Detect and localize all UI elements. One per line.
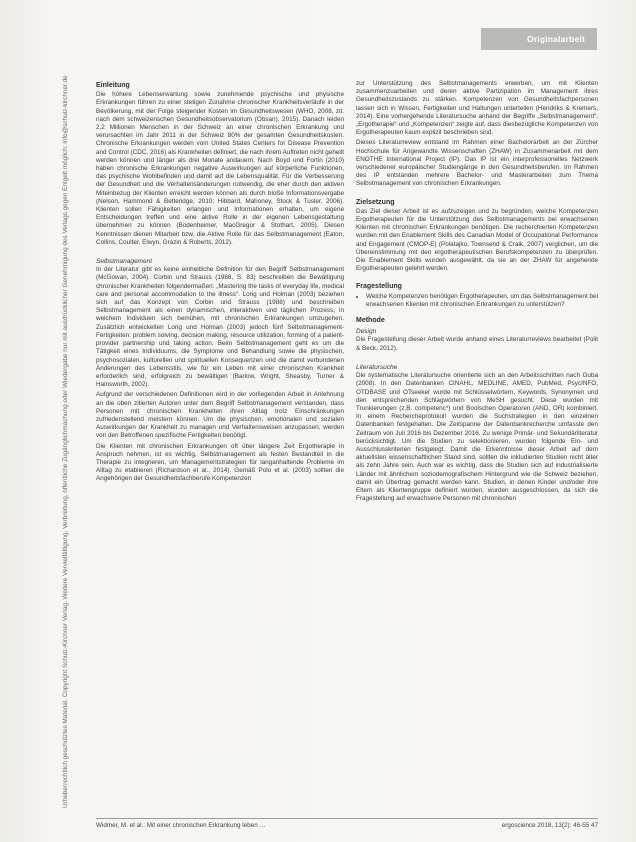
subsection-heading-design: Design bbox=[356, 328, 377, 336]
subsection-heading-selbstmanagement: Selbstmanagement bbox=[96, 258, 153, 266]
paragraph: Die Fragestellung dieser Arbeit wurde anhand eines Literaturreviews bearbeitet (Polit & Beck, 2012). bbox=[356, 336, 598, 352]
paragraph: Die höhere Lebenserwartung sowie zunehmende psychische und physische Erkrankungen führen zu einer stetigen Zunahme chronischer Krankheitsverläufe in der Bevölkerung, mit der Folge steigender Kosten im Gesundheitswesen (WHO, 2008, zit. nach dem schweizerischen Gesundheitsobservatorium (Obsan), 2015). Danach leiden 2,2 Millionen Menschen in der Schweiz an einer chronischen Erkrankung und verursachten im Jahr 2011 in der Schweiz 80% der gesamten Gesundheitskosten. Chronische Erkrankungen werden vom United States Centers for Disease Prevention and Control (CDC, 2016) als Krankheiten definiert, die nach ihrem Auftreten nicht geheilt werden können und länger als drei Monate andauern. Nach Boyd und Fortin (2010) haben chronische Erkrankungen negative Auswirkungen auf körperliche Funktionen, das psychische Wohlbefinden und damit auf die Lebensqualität. Für die Verbesserung der Gesundheit und die Verhaltensänderungen notwendig, die eher durch den aktiven Miteinbezug der Klienten erreicht werden können als durch bloße Informationsvergabe (Nelson, Hammond & Betteridge, 2010; Hibbard, Mahoney, Stock & Tusler, 2006). Klienten sollen Fähigkeiten erlangen und Informationen erhalten, um eigene Entscheidungen treffen und eine aktive Rolle in der eigenen Lebensgestaltung übernehmen zu können (Bodenheimer, MacGregor & Stothart, 2005). Diesen Kenntnissen dienen Mitarbeit bzw. die Aktive Rolle für das Selbstmanagement (Eaton, Collins, Coulter, Elwyn, Grazin & Roberts, 2012). bbox=[96, 91, 344, 246]
question-list bbox=[356, 293, 598, 309]
paragraph: Das Ziel dieser Arbeit ist es aufzuzeigen und zu begründen, welche Kompetenzen Ergotherapeuten für die Unterstützung des Selbstmanagements bei erwachsenen Klienten mit chronischen Erkrankungen benötigen. Die recherchierten Kompetenzen wurden mit den Enablement Skills des Canadian Model of Occupational Performance and Engagement (CMOP-E) (Polatajko, Townsend & Craik, 2007) verglichen, um die Übereinstimmung mit den ergotherapeutischen Berufskompetenzen zu überprüfen. Die Enablement Skills wurden ausgewählt, da sie an der ZHAW für angehende Ergotherapeuten gelehrt werden. bbox=[356, 207, 598, 273]
paragraph: In der Literatur gibt es keine einheitliche Definition für den Begriff Selbstmanagement (McGowan, 2004). Corbin und Strauss (1988, S. 83) beschreiben die Bewältigung chronischer Krankheiten folgendermaßen: „Mastering the tasks of everyday life, medical care and personal accommodation to the illness“. Lorig und Holman (2003) beziehen sich auf das Konzept von Corbin und Strauss (1988) und beschreiben Selbstmanagement als einen dynamischen, interaktiven und täglichen Prozess, in welchem Individuen sich bemühen, mit chronischen Erkrankungen umzugehen. Zusätzlich entwickelten Lorig und Holman (2003) jedoch fünf Selbstmanagement-Fertigkeiten: problem solving, decision making, resource utilization, forming of a patient-provider partnership und taking action. Beim Selbstmanagement geht es um die Tätigkeit eines Individuums, die Symptome und Behandlung sowie die physischen, psychosozialen, kulturellen und spirituellen Konsequenzen und die damit verbundenen Änderungen des Lebensstils, wie für ein Leben mit einer chronischen Krankheit erforderlich sind, erfolgreich zu bewältigen (Barlow, Wright, Sheasby, Turner & Hainsworth, 2002). bbox=[96, 266, 344, 389]
paragraph: Aufgrund der verschiedenen Definitionen wird in der vorliegenden Arbeit in Anlehnung an die oben zitierten Autoren unter dem Begriff Selbstmanagement verstanden, dass Personen mit chronischen Krankheiten ihren Alltag trotz Einschränkungen zufriedenstellend meistern können. Um die physischen, emotionalen und sozialen Auswirkungen der Krankheit zu managen und Verhaltensweisen anzupassen, werden von den Betroffenen spezifische Fertigkeiten benötigt. bbox=[96, 391, 344, 440]
section-heading-methode: Methode bbox=[356, 317, 385, 325]
paragraph: Die Klienten mit chronischen Erkrankungen oft über längere Zeit Ergotherapie in Anspruch nehmen, ist es wichtig, Selbstmanagement als festen Bestandteil in die Therapie zu integrieren, um Managementstrategien für langanhaltende Probleme im Alltag zu etablieren (Richardson et al., 2014). Gemäß Polo et al. (2003) sollten die Angehörigen der Gesundheitsfachberufe Kompetenzen bbox=[96, 442, 344, 483]
left-column bbox=[96, 80, 344, 486]
copyright-side-note: Urheberrechtlich geschütztes Material. Copyright Schulz-Kirchner Verlag. Weitere Vervielfältigung, Verbreitung, öffentliche Zugänglichmachung oder Wiedergabe nur mit ausdrücklicher Genehmigung des Verlags gegen Entgelt möglich: info@schulz-kirchner.de bbox=[62, 75, 69, 808]
section-heading-einleitung: Einleitung bbox=[96, 82, 130, 89]
section-heading-fragestellung: Fragestellung bbox=[356, 283, 402, 291]
subsection-heading-literatursuche: Literatursuche bbox=[356, 363, 398, 371]
paragraph: Dieses Literaturreview entstand im Rahmen einer Bachelorarbeit an der Zürcher Hochschule für Angewandte Wissenschaften (ZHAW) in Zusammenarbeit mit dem ENOTHE International Project (IP). Das IP ist ein interprofessionelles Netzwerk verschiedener europäischer Studiengänge in den Gesundheitsberufen. Im Rahmen des IP entstanden mehrere Bachelor- und Masterarbeiten zum Thema Selbstmanagement von chronischen Erkrankungen. bbox=[356, 139, 598, 188]
article-type-tag: Originalarbeit bbox=[481, 28, 597, 50]
paragraph: Die systematische Literatursuche orientierte sich an den Arbeitsschritten nach Guba (2008). In den Datenbanken CINAHL, MEDLINE, AMED, PubMed, PsycINFO, OTDBASE und OTseeker wurde mit Schlüsselwörtern, Keywords, Synonymen und den entsprechenden Schlagwörtern von MeSH gesucht. Diese wurden mit Trunkierungen (z.B. competenc*) und Boolschen Operatoren (AND, OR) kombiniert. In einem Rechercheprotokoll wurden die Suchstrategien in den einzelnen Datenbanken festgehalten. Die Zeitspanne der Datenbankrecherche umfasste den Zeitraum von Juli 2016 bis Dezember 2016. Zu wenige Primär- und Sekundärliteratur berücksichtigt. Um die Studien zu selektionieren, wurden folgende Ein- und Ausschlusskriterien festgelegt. Damit die Erkenntnisse dieser Arbeit auf dem aktuellsten wissenschaftlichen Stand sind, sollten die inkludierten Studien nicht älter als zehn Jahre sein. Auch war es wichtig, dass die Studien sich auf industrialisierte Länder mit ähnlichem soziodemografischem Hintergrund wie die Schweiz beziehen, damit ein Übertrag gemacht werden kann. Studien, in denen Kinder und/oder ihre Eltern als Klientengruppe definiert wurden, wurden ausgeschlossen, da sich die Fragestellung auf erwachsene Personen mit chronischen bbox=[356, 372, 598, 503]
right-column bbox=[356, 80, 598, 505]
section-heading-zielsetzung: Zielsetzung bbox=[356, 198, 395, 206]
footer-citation: Widmer, M. et al.: Mit einer chronischen Erkrankung leben … bbox=[96, 822, 266, 829]
footer-journal-info: ergoscience 2018, 13(2): 46-55 47 bbox=[501, 822, 598, 829]
paragraph: zur Unterstützung des Selbstmanagements erwerben, um mit Klienten zusammenzuarbeiten und deren aktive Partizipation im Management ihres Gesundheitszustands zu stärken. Kompetenzen von Gesundheitsfachpersonen lassen sich in Wissen, Fertigkeiten und Haltungen unterteilen (Hendriks & Kremers, 2014). Eine vorhergehende Literatursuche anhand der Begriffe „Selbstmanagement“, „Ergotherapie“ und „Kompetenzen“ zeigte auf, dass diesbezügliche Kompetenzen von Ergotherapeuten kaum explizit beschrieben sind. bbox=[356, 80, 598, 137]
list-item: • Welche Kompetenzen benötigen Ergotherapeuten, um das Selbstmanagement bei erwachsenen Klienten mit chronischen Erkrankungen zu unterstützen? bbox=[366, 293, 598, 309]
footer-divider bbox=[96, 818, 598, 819]
